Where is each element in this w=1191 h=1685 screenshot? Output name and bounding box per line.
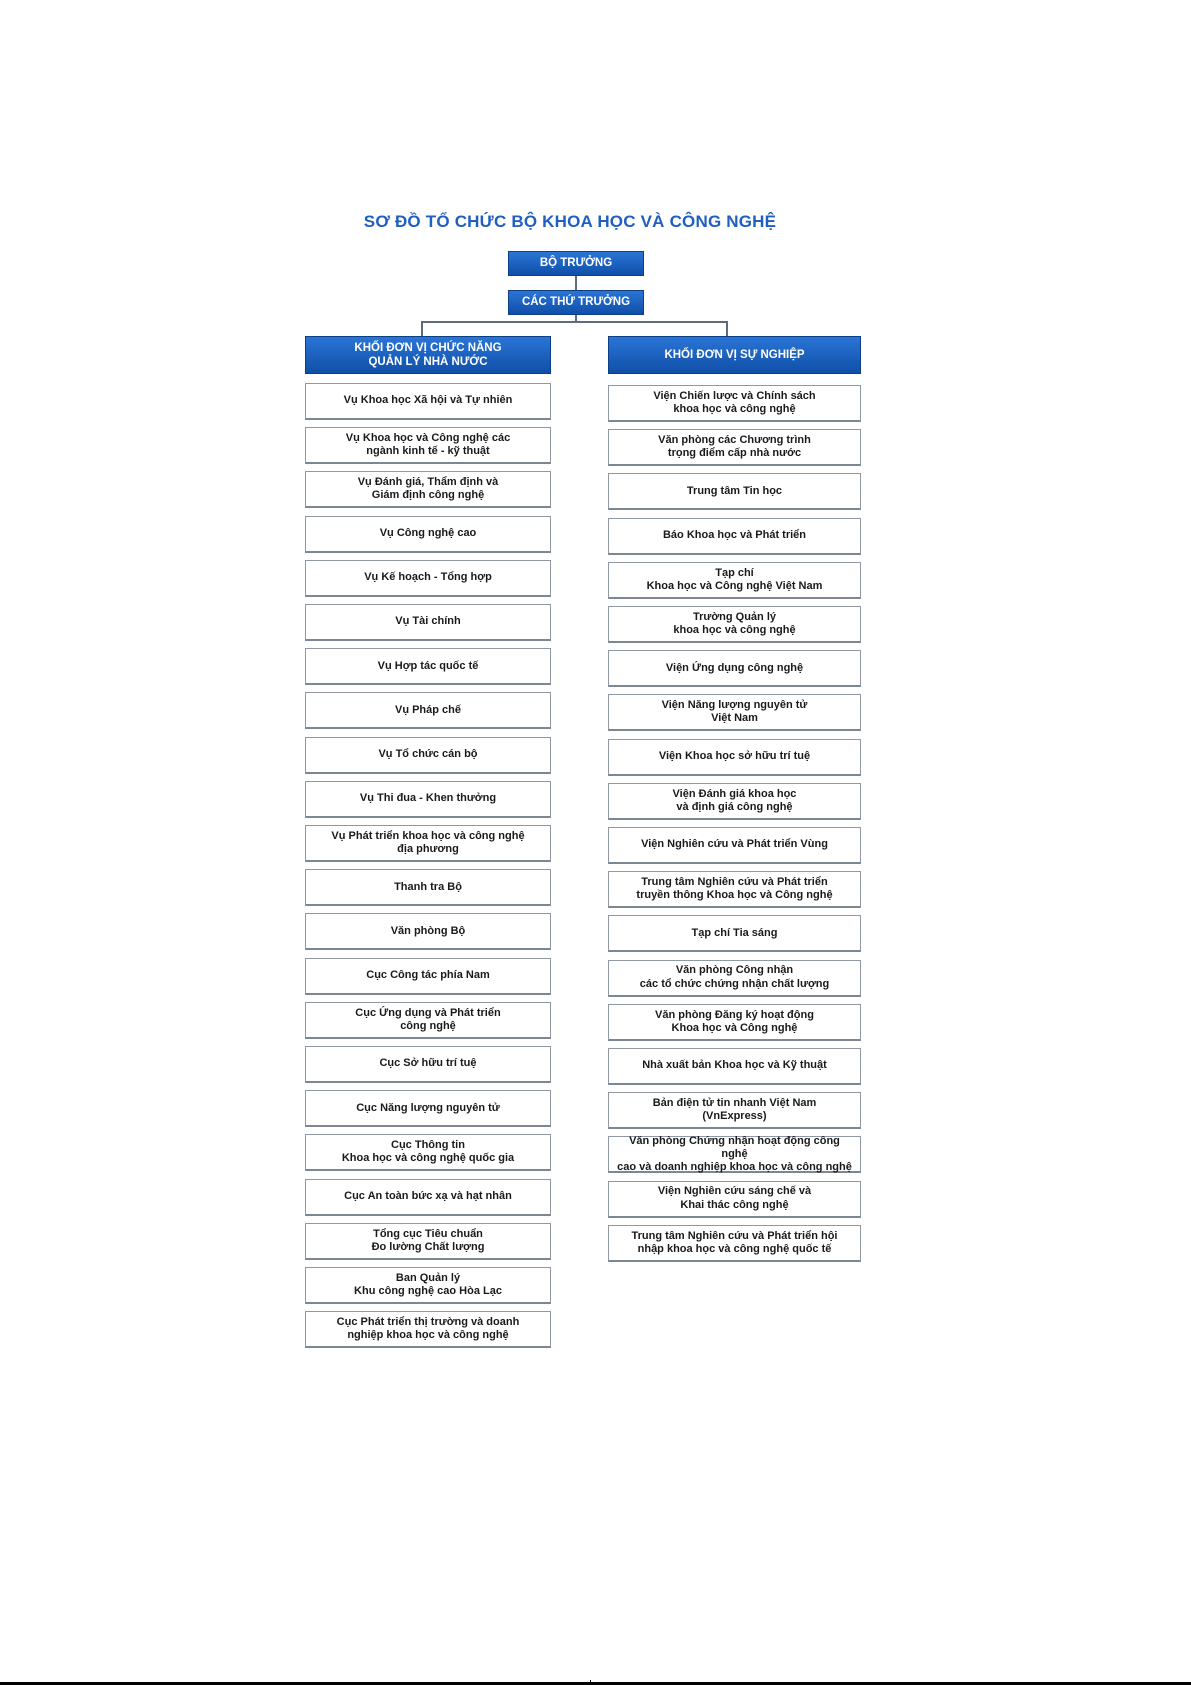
left-unit-7: Vụ Hợp tác quốc tế [305, 648, 551, 685]
left-column-header: KHỐI ĐƠN VỊ CHỨC NĂNG QUẢN LÝ NHÀ NƯỚC [305, 336, 551, 374]
left-unit-4: Vụ Công nghệ cao [305, 516, 551, 553]
left-unit-1: Vụ Khoa học Xã hội và Tự nhiên [305, 383, 551, 420]
right-unit-15: Văn phòng Đăng ký hoạt động Khoa học và Công nghệ [608, 1004, 861, 1041]
right-unit-18: Văn phòng Chứng nhận hoạt động công nghệ cao và doanh nghiệp khoa học và công nghệ [608, 1136, 861, 1173]
left-unit-18: Cục Thông tin Khoa học và công nghệ quốc gia [305, 1134, 551, 1171]
left-unit-8: Vụ Pháp chế [305, 692, 551, 729]
left-unit-20: Tổng cục Tiêu chuẩn Đo lường Chất lượng [305, 1223, 551, 1260]
right-unit-20: Trung tâm Nghiên cứu và Phát triển hội nhập khoa học và công nghệ quốc tế [608, 1225, 861, 1262]
right-unit-3: Trung tâm Tin học [608, 473, 861, 510]
connector-minister-deputies [575, 276, 577, 290]
left-unit-5: Vụ Kế hoạch - Tổng hợp [305, 560, 551, 597]
connector-branch-horizontal [421, 321, 728, 323]
left-unit-3: Vụ Đánh giá, Thẩm định và Giám định công nghệ [305, 471, 551, 508]
page-center-tick [590, 1680, 591, 1685]
right-unit-8: Viện Năng lượng nguyên tử Việt Nam [608, 694, 861, 731]
left-unit-15: Cục Ứng dụng và Phát triển công nghệ [305, 1002, 551, 1039]
chart-title: SƠ ĐỒ TỔ CHỨC BỘ KHOA HỌC VÀ CÔNG NGHỆ [363, 212, 777, 231]
connector-branch-left [421, 321, 423, 336]
connector-branch-right [726, 321, 728, 336]
right-unit-17: Bản điện tử tin nhanh Việt Nam (VnExpress) [608, 1092, 861, 1129]
right-unit-11: Viện Nghiên cứu và Phát triển Vùng [608, 827, 861, 864]
right-unit-4: Báo Khoa học và Phát triển [608, 518, 861, 555]
right-unit-10: Viện Đánh giá khoa học và định giá công nghệ [608, 783, 861, 820]
left-unit-10: Vụ Thi đua - Khen thưởng [305, 781, 551, 818]
right-unit-7: Viện Ứng dụng công nghệ [608, 650, 861, 687]
left-unit-22: Cục Phát triển thị trường và doanh nghiệp khoa học và công nghệ [305, 1311, 551, 1348]
left-unit-14: Cục Công tác phía Nam [305, 958, 551, 995]
right-unit-12: Trung tâm Nghiên cứu và Phát triển truyền thông Khoa học và Công nghệ [608, 871, 861, 908]
right-unit-16: Nhà xuất bản Khoa học và Kỹ thuật [608, 1048, 861, 1085]
minister-box: BỘ TRƯỞNG [508, 251, 644, 276]
right-column-header: KHỐI ĐƠN VỊ SỰ NGHIỆP [608, 336, 861, 374]
right-unit-5: Tạp chí Khoa học và Công nghệ Việt Nam [608, 562, 861, 599]
right-unit-13: Tạp chí Tia sáng [608, 915, 861, 952]
left-unit-9: Vụ Tổ chức cán bộ [305, 737, 551, 774]
left-unit-16: Cục Sở hữu trí tuệ [305, 1046, 551, 1083]
right-unit-2: Văn phòng các Chương trình trọng điểm cấp nhà nước [608, 429, 861, 466]
left-unit-6: Vụ Tài chính [305, 604, 551, 641]
right-unit-14: Văn phòng Công nhận các tổ chức chứng nhận chất lượng [608, 960, 861, 997]
left-unit-12: Thanh tra Bộ [305, 869, 551, 906]
left-unit-21: Ban Quản lý Khu công nghệ cao Hòa Lạc [305, 1267, 551, 1304]
left-unit-11: Vụ Phát triển khoa học và công nghệ địa phương [305, 825, 551, 862]
right-unit-1: Viện Chiến lược và Chính sách khoa học và công nghệ [608, 385, 861, 422]
left-unit-17: Cục Năng lượng nguyên tử [305, 1090, 551, 1127]
left-unit-13: Văn phòng Bộ [305, 913, 551, 950]
deputies-box: CÁC THỨ TRƯỞNG [508, 290, 644, 315]
right-unit-19: Viện Nghiên cứu sáng chế và Khai thác công nghệ [608, 1181, 861, 1218]
left-unit-2: Vụ Khoa học và Công nghệ các ngành kinh tế - kỹ thuật [305, 427, 551, 464]
right-unit-6: Trường Quản lý khoa học và công nghệ [608, 606, 861, 643]
left-unit-19: Cục An toàn bức xạ và hạt nhân [305, 1179, 551, 1216]
right-unit-9: Viện Khoa học sở hữu trí tuệ [608, 739, 861, 776]
